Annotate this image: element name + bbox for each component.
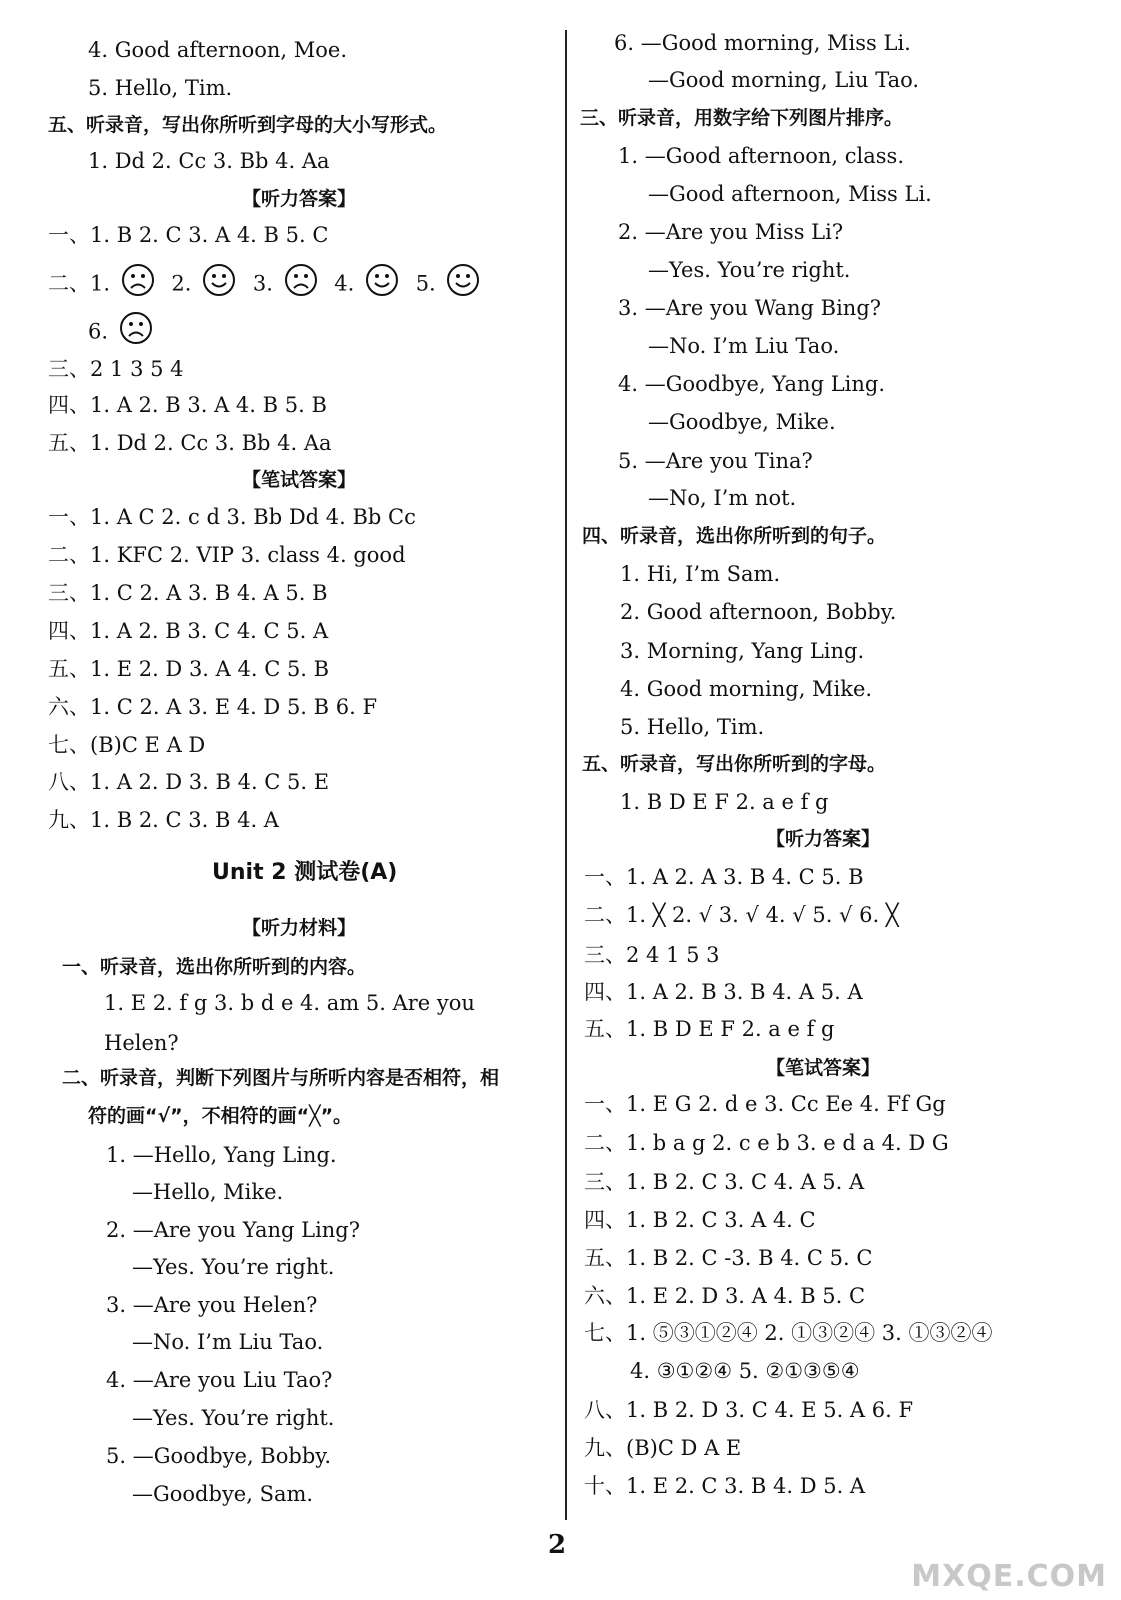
- dialogue-line: 3. —Are you Wang Bing?: [618, 296, 882, 320]
- answer-line: 九、(B)C D A E: [584, 1436, 742, 1460]
- answer-line: 1. Dd 2. Cc 3. Bb 4. Aa: [88, 149, 330, 173]
- listening-line: 4. Good morning, Mike.: [620, 677, 873, 701]
- answer-label: 二、1.: [48, 271, 111, 296]
- answer-line: 三、2 1 3 5 4: [48, 357, 184, 381]
- answer-line: 四、1. A 2. B 3. B 4. A 5. A: [584, 980, 863, 1004]
- dialogue-line: —Yes. You’re right.: [132, 1255, 335, 1279]
- listening-line: 1. E 2. f g 3. b d e 4. am 5. Are you: [104, 991, 475, 1015]
- dialogue-line: 1. —Hello, Yang Ling.: [106, 1143, 337, 1167]
- happy-face-icon: [446, 263, 480, 307]
- dialogue-line: —Goodbye, Mike.: [648, 410, 836, 434]
- dialogue-line: 3. —Are you Helen?: [106, 1293, 318, 1317]
- answer-line: 七、(B)C E A D: [48, 733, 206, 757]
- sad-face-icon: [119, 311, 153, 355]
- written-answers-heading: 【笔试答案】: [766, 1057, 881, 1079]
- happy-face-icon: [365, 263, 399, 307]
- answer-line: 一、1. B 2. C 3. A 4. B 5. C: [48, 223, 329, 247]
- page-number: 2: [548, 1530, 567, 1560]
- dialogue-line: 1. —Good afternoon, class.: [618, 144, 905, 168]
- answer-line: 十、1. E 2. C 3. B 4. D 5. A: [584, 1474, 866, 1498]
- answer-line: 五、1. B D E F 2. a e f g: [584, 1017, 835, 1041]
- dialogue-line: 5. —Goodbye, Bobby.: [106, 1444, 332, 1468]
- dialogue-line: —Good afternoon, Miss Li.: [648, 182, 932, 206]
- answer-line: 四、1. A 2. B 3. C 4. C 5. A: [48, 619, 329, 643]
- section-heading: 符的画“√”，不相符的画“╳”。: [88, 1105, 353, 1127]
- answer-line: 1. B D E F 2. a e f g: [620, 790, 829, 814]
- dialogue-line: 6. —Good morning, Miss Li.: [614, 31, 911, 55]
- section-heading: 三、听录音，用数字给下列图片排序。: [580, 107, 904, 129]
- answer-label: 2.: [171, 271, 192, 296]
- written-answers-heading: 【笔试答案】: [242, 469, 357, 491]
- dialogue-line: —Yes. You’re right.: [648, 258, 851, 282]
- answer-line: 四、1. B 2. C 3. A 4. C: [584, 1208, 816, 1232]
- face-answer-line: [88, 311, 163, 355]
- dialogue-line: —No, I’m not.: [648, 486, 797, 510]
- listening-line: Helen?: [104, 1031, 179, 1055]
- answer-line: 二、1. b a g 2. c e b 3. e d a 4. D G: [584, 1131, 949, 1155]
- answer-line: 二、1. KFC 2. VIP 3. class 4. good: [48, 543, 406, 567]
- answer-line: 五、1. Dd 2. Cc 3. Bb 4. Aa: [48, 431, 332, 455]
- answer-line: 一、1. E G 2. d e 3. Cc Ee 4. Ff Gg: [584, 1092, 946, 1116]
- listening-material-heading: 【听力材料】: [242, 917, 357, 939]
- answer-line: 一、1. A 2. A 3. B 4. C 5. B: [584, 865, 864, 889]
- answer-label: 6.: [88, 319, 109, 344]
- section-heading: 一、听录音，选出你所听到的内容。: [62, 956, 367, 978]
- answer-line: 八、1. B 2. D 3. C 4. E 5. A 6. F: [584, 1398, 914, 1422]
- dialogue-line: 4. —Goodbye, Yang Ling.: [618, 372, 886, 396]
- listening-line: 5. Hello, Tim.: [620, 715, 765, 739]
- answer-line: 六、1. E 2. D 3. A 4. B 5. C: [584, 1284, 866, 1308]
- answer-label: 3.: [252, 271, 273, 296]
- answer-line: 二、1. ╳ 2. √ 3. √ 4. √ 5. √ 6. ╳: [584, 903, 899, 927]
- listening-line: 2. Good afternoon, Bobby.: [620, 600, 897, 624]
- section-heading: 四、听录音，选出你所听到的句子。: [582, 525, 887, 547]
- answer-label: 4.: [334, 271, 355, 296]
- answer-line: 七、1. ⑤③①②④ 2. ①③②④ 3. ①③②④: [584, 1321, 993, 1345]
- answer-line: 三、1. B 2. C 3. C 4. A 5. A: [584, 1170, 865, 1194]
- column-divider: [565, 30, 567, 1520]
- dialogue-line: 4. —Are you Liu Tao?: [106, 1368, 333, 1392]
- dialogue-line: —No. I’m Liu Tao.: [648, 334, 840, 358]
- listening-line: 4. Good afternoon, Moe.: [88, 38, 348, 62]
- dialogue-line: —Goodbye, Sam.: [132, 1482, 314, 1506]
- answer-line: 六、1. C 2. A 3. E 4. D 5. B 6. F: [48, 695, 378, 719]
- face-answer-line: [48, 263, 490, 307]
- answer-line: 四、1. A 2. B 3. A 4. B 5. B: [48, 393, 327, 417]
- answer-line: 九、1. B 2. C 3. B 4. A: [48, 808, 279, 832]
- watermark: MXQE.COM: [911, 1559, 1107, 1594]
- dialogue-line: 5. —Are you Tina?: [618, 449, 813, 473]
- dialogue-line: —No. I’m Liu Tao.: [132, 1330, 324, 1354]
- dialogue-line: —Good morning, Liu Tao.: [648, 68, 920, 92]
- answer-line: 五、1. E 2. D 3. A 4. C 5. B: [48, 657, 330, 681]
- listening-line: 1. Hi, I’m Sam.: [620, 562, 781, 586]
- section-heading: 二、听录音，判断下列图片与所听内容是否相符，相: [62, 1067, 500, 1089]
- dialogue-line: —Yes. You’re right.: [132, 1406, 335, 1430]
- listening-answers-heading: 【听力答案】: [766, 828, 881, 850]
- unit-title: Unit 2 测试卷(A): [212, 860, 398, 885]
- dialogue-line: 2. —Are you Miss Li?: [618, 220, 844, 244]
- listening-answers-heading: 【听力答案】: [242, 188, 357, 210]
- section-heading: 五、听录音，写出你所听到的字母。: [582, 753, 887, 775]
- happy-face-icon: [202, 263, 236, 307]
- dialogue-line: 2. —Are you Yang Ling?: [106, 1218, 361, 1242]
- listening-line: 3. Morning, Yang Ling.: [620, 639, 865, 663]
- sad-face-icon: [284, 263, 318, 307]
- dialogue-line: —Hello, Mike.: [132, 1180, 284, 1204]
- answer-label: 5.: [415, 271, 436, 296]
- answer-line: 八、1. A 2. D 3. B 4. C 5. E: [48, 770, 330, 794]
- answer-line: 4. ③①②④ 5. ②①③⑤④: [630, 1359, 860, 1383]
- answer-line: 三、2 4 1 5 3: [584, 943, 720, 967]
- sad-face-icon: [121, 263, 155, 307]
- listening-line: 5. Hello, Tim.: [88, 76, 233, 100]
- section-heading: 五、听录音，写出你所听到字母的大小写形式。: [48, 114, 448, 136]
- answer-line: 一、1. A C 2. c d 3. Bb Dd 4. Bb Cc: [48, 505, 416, 529]
- answer-line: 五、1. B 2. C -3. B 4. C 5. C: [584, 1246, 873, 1270]
- answer-line: 三、1. C 2. A 3. B 4. A 5. B: [48, 581, 328, 605]
